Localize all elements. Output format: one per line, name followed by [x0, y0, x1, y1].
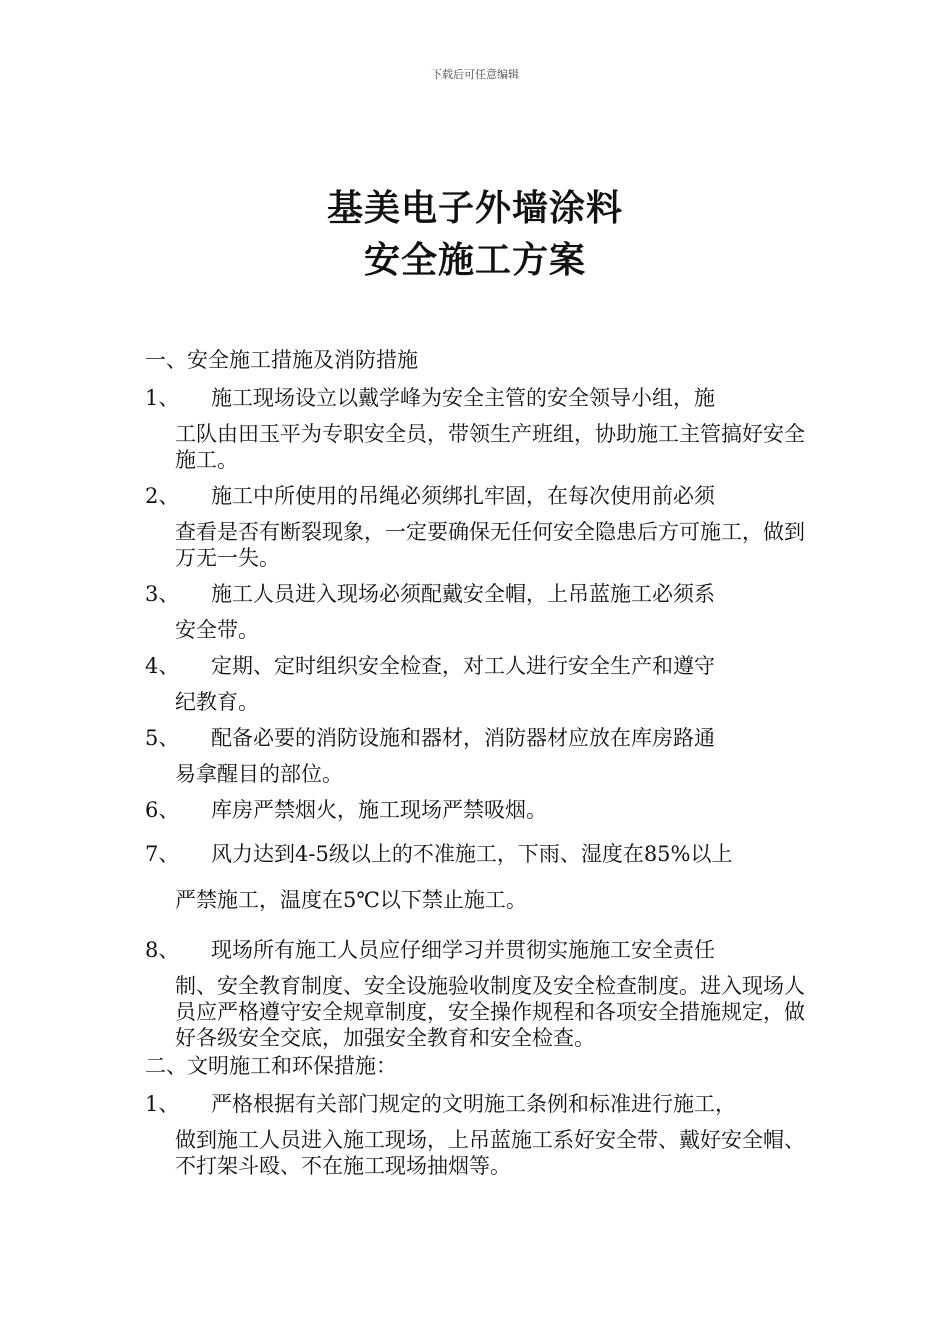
list-item — [145, 579, 815, 643]
item-number: 6、 — [145, 798, 180, 822]
item-text: 严格根据有关部门规定的文明施工条例和标准进行施工， — [211, 1092, 736, 1116]
item-text: 定期、定时组织安全检查，对工人进行安全生产和遵守 — [211, 654, 715, 678]
item-text-continued: 严禁施工，温度在5℃以下禁止施工。 — [175, 888, 527, 912]
item-number: 7、 — [145, 842, 180, 866]
list-item — [145, 795, 815, 825]
item-number: 8、 — [145, 938, 180, 962]
list-item — [145, 935, 815, 1051]
item-number: 3、 — [145, 582, 180, 606]
item-text-continued: 制、安全教育制度、安全设施验收制度及安全检查制度。进入现场人员应严格遵守安全规章制度，安全操作规程和各项安全措施规定，做好各级安全交底，加强安全教育和安全检查。 — [175, 974, 805, 1050]
item-text: 施工中所使用的吊绳必须绑扎牢固，在每次使用前必须 — [211, 484, 715, 508]
section-heading: 二、文明施工和环保措施： — [145, 1054, 397, 1078]
list-item — [145, 723, 815, 787]
list-item — [145, 839, 815, 913]
item-text-continued: 查看是否有断裂现象，一定要确保无任何安全隐患后方可施工，做到万无一失。 — [175, 520, 805, 570]
item-text-continued: 安全带。 — [175, 618, 259, 642]
item-number: 1、 — [145, 386, 180, 410]
item-text-continued: 纪教育。 — [175, 690, 259, 714]
list-item — [145, 383, 815, 473]
page-header: 下载后可任意编辑 — [431, 68, 519, 81]
item-text-continued: 易拿醒目的部位。 — [175, 762, 343, 786]
item-text: 施工人员进入现场必须配戴安全帽，上吊蓝施工必须系 — [211, 582, 715, 606]
item-text: 施工现场设立以戴学峰为安全主管的安全领导小组，施 — [211, 386, 715, 410]
item-number: 4、 — [145, 654, 180, 678]
list-item — [145, 1089, 815, 1179]
item-text-continued: 工队由田玉平为专职安全员，带领生产班组，协助施工主管搞好安全施工。 — [175, 422, 805, 472]
item-text: 配备必要的消防设施和器材，消防器材应放在库房路通 — [211, 726, 715, 750]
item-text-continued: 做到施工人员进入施工现场，上吊蓝施工系好安全带、戴好安全帽、不打架斗殴、不在施工现场抽烟等。 — [175, 1128, 805, 1178]
item-text: 风力达到4-5级以上的不准施工，下雨、湿度在85%以上 — [211, 842, 733, 866]
document-body — [145, 345, 815, 1179]
item-text: 现场所有施工人员应仔细学习并贯彻实施施工安全责任 — [211, 938, 715, 962]
document-title-line2: 安全施工方案 — [363, 240, 586, 281]
section-heading: 一、安全施工措施及消防措施 — [145, 348, 418, 372]
document-title-line1: 基美电子外墙涂料 — [326, 188, 623, 229]
item-text: 库房严禁烟火，施工现场严禁吸烟。 — [211, 798, 547, 822]
list-item — [145, 481, 815, 571]
item-number: 2、 — [145, 484, 180, 508]
item-number: 5、 — [145, 726, 180, 750]
item-number: 1、 — [145, 1092, 180, 1116]
list-item — [145, 651, 815, 715]
